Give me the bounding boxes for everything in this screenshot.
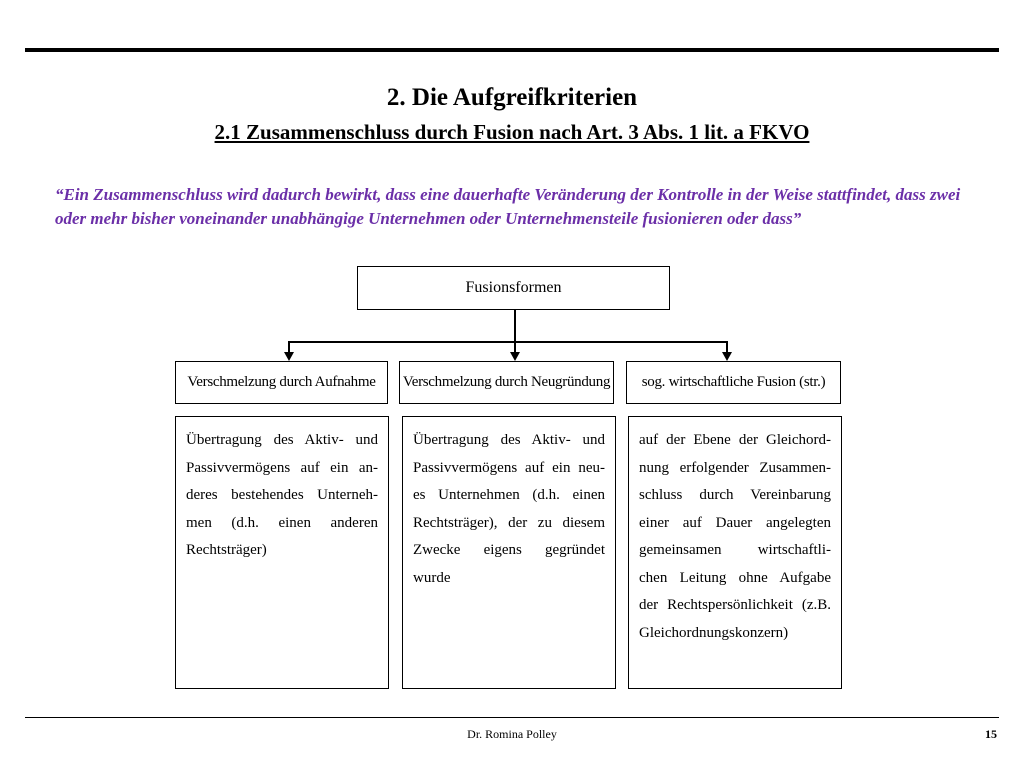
branch-heading-label: sog. wirtschaftliche Fusion (str.) <box>641 374 826 390</box>
branch-heading-neugruendung <box>399 361 614 404</box>
root-node <box>357 266 670 310</box>
body-line: Passivvermögens auf ein neu- <box>413 459 605 476</box>
page-number: 15 <box>985 727 997 741</box>
body-line: Zwecke eigens gegründet <box>413 542 605 558</box>
branch-heading-aufnahme <box>175 361 388 404</box>
branch-heading-wirtschaftlich <box>626 361 841 404</box>
arrow-down-icon <box>510 352 520 361</box>
body-line: Übertragung des Aktiv- und <box>186 432 378 448</box>
slide-title: 2. Die Aufgreifkriterien <box>386 84 638 111</box>
body-line: es Unternehmen (d.h. einen <box>413 487 605 503</box>
root-node-label: Fusionsformen <box>465 279 562 296</box>
body-line: Gleichordnungskonzern) <box>639 624 789 641</box>
body-line: Passivvermögens auf ein an- <box>186 459 378 476</box>
connector-horizontal <box>288 341 727 343</box>
top-divider <box>25 48 999 52</box>
body-line: chen Leitung ohne Aufgabe <box>639 569 831 586</box>
arrow-down-icon <box>284 352 294 361</box>
body-line: nung erfolgender Zusammen- <box>639 459 831 476</box>
branch-body-aufnahme <box>175 416 389 689</box>
body-line: der Rechtspersönlichkeit (z.B. <box>639 597 831 613</box>
bottom-divider <box>25 717 999 718</box>
body-line: Rechtsträger) <box>186 542 267 558</box>
branch-body-wirtschaftlich <box>628 416 842 689</box>
connector-right <box>726 341 728 352</box>
body-line: schluss durch Vereinbarung <box>639 487 831 503</box>
body-line: einer auf Dauer angelegten <box>639 514 831 531</box>
branch-heading-label: Verschmelzung durch Aufnahme <box>187 374 376 390</box>
connector-vertical <box>514 310 516 341</box>
body-line: wurde <box>413 569 451 586</box>
body-line: Rechtsträger), der zu diesem <box>413 514 605 531</box>
connector-left <box>288 341 290 352</box>
connector-middle <box>514 341 516 352</box>
body-line: Übertragung des Aktiv- und <box>413 432 605 448</box>
branch-heading-label: Verschmelzung durch Neugründung <box>402 374 611 390</box>
legal-quote: “Ein Zusammenschluss wird dadurch bewirkt, dass eine dauerhafte Veränderung der Kontrolle in der Weise stattfindet, dass zwei oder mehr bisher voneinander unabhängige Unternehmen oder Unternehmensteile fusionieren oder dass” <box>55 185 961 228</box>
body-line: men (d.h. einen anderen <box>186 514 378 531</box>
arrow-down-icon <box>722 352 732 361</box>
body-line: deres bestehendes Unterneh- <box>186 487 378 503</box>
branch-body-neugruendung <box>402 416 616 689</box>
footer-author: Dr. Romina Polley <box>467 727 557 741</box>
slide-subtitle: 2.1 Zusammenschluss durch Fusion nach Art. 3 Abs. 1 lit. a FKVO <box>214 120 810 144</box>
body-line: auf der Ebene der Gleichord- <box>639 432 831 448</box>
body-line: gemeinsamen wirtschaftli- <box>639 542 831 558</box>
